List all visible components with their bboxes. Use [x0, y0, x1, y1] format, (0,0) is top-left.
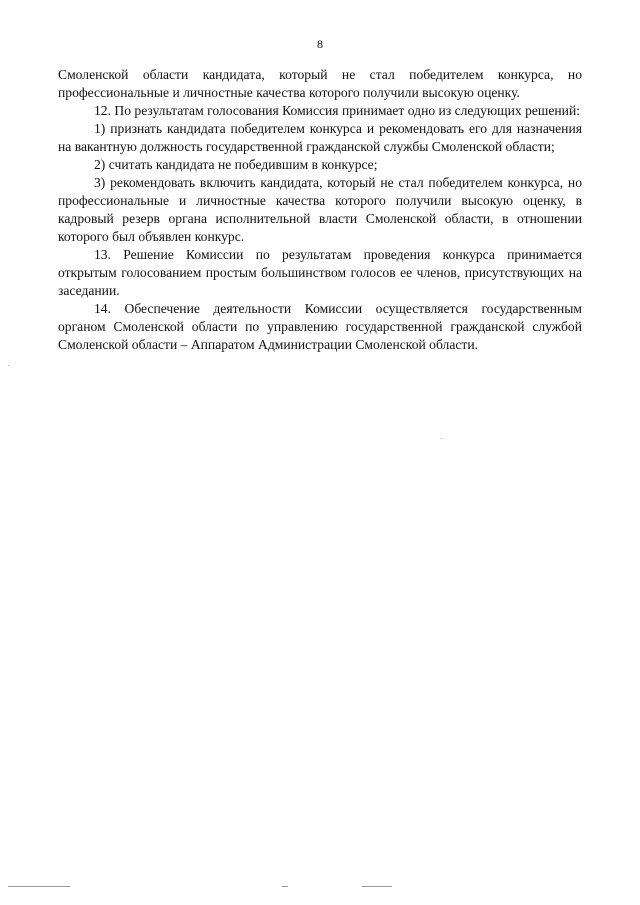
scan-edge-mark — [8, 886, 70, 887]
scan-edge-mark — [362, 886, 392, 887]
paragraph-item-14: 14. Обеспечение деятельности Комиссии осуществляется государственным органом Смоленской области по управлению государственной гражданской службой Смоленской области – Аппаратом Администрации Смоленской области. — [58, 301, 582, 352]
scan-edge-mark — [282, 886, 288, 887]
paragraph-item-12: 12. По результатам голосования Комиссия принимает одно из следующих решений: — [94, 103, 581, 118]
document-body — [58, 66, 582, 354]
paragraph-item-13: 13. Решение Комиссии по результатам проведения конкурса принимается открытым голосованием простым большинством голосов ее членов, присутствующих на заседании. — [58, 247, 582, 298]
paragraph-subitem-1: 1) признать кандидата победителем конкурса и рекомендовать его для назначения на вакантную должность государственной гражданской службы Смоленской области; — [58, 121, 582, 154]
paragraph-subitem-2: 2) считать кандидата не победившим в конкурсе; — [94, 157, 378, 172]
scan-speck — [8, 365, 9, 366]
paragraph-subitem-3: 3) рекомендовать включить кандидата, который не стал победителем конкурса, но профессиональные и личностные качества которого получили высокую оценку, в кадровый резерв органа исполнительной власти Смоленской области, в отношении которого был объявлен конкурс. — [58, 175, 582, 244]
scan-speck — [441, 438, 442, 439]
page-number: 8 — [317, 37, 323, 51]
paragraph-continuation: Смоленской области кандидата, который не стал победителем конкурса, но профессиональные и личностные качества которого получили высокую оценку. — [58, 67, 582, 100]
